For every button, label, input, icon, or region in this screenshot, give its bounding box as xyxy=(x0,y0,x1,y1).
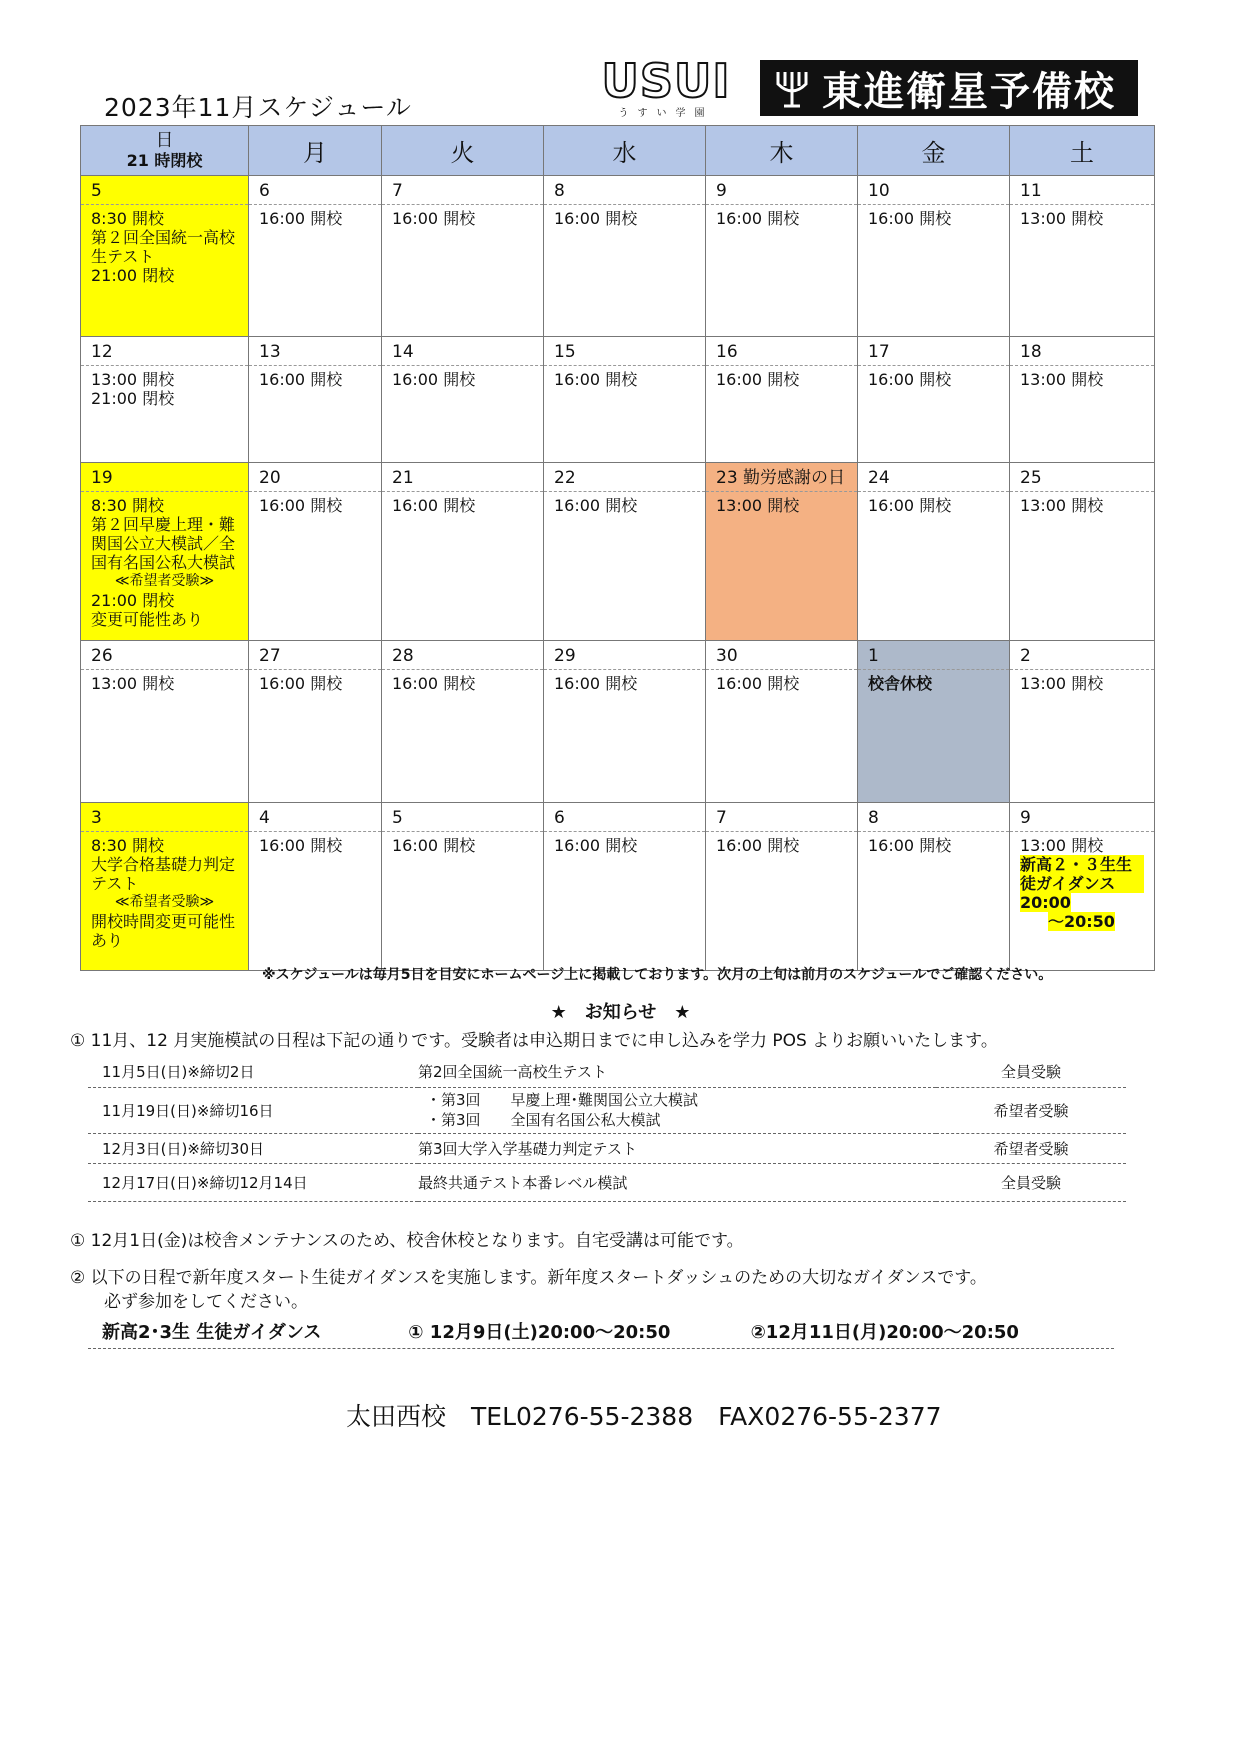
exam-name xyxy=(418,1087,936,1133)
day-events xyxy=(382,832,543,855)
calendar-day-cell xyxy=(706,803,858,971)
day-event-line: 16:00 開校 xyxy=(259,370,343,389)
day-event-line: 16:00 開校 xyxy=(868,370,952,389)
day-events xyxy=(382,670,543,693)
day-events xyxy=(382,366,543,389)
day-number: 16 xyxy=(706,337,857,366)
calendar-day-cell xyxy=(858,463,1010,641)
schedule-calendar xyxy=(80,125,1155,971)
day-events xyxy=(706,366,857,389)
calendar-day-cell xyxy=(1010,641,1155,803)
calendar-day-cell xyxy=(249,176,382,337)
exam-date: 11月19日(日)※締切16日 xyxy=(88,1087,418,1133)
calendar-day-cell xyxy=(81,641,249,803)
day-number: 7 xyxy=(382,176,543,205)
exam-schedule-table xyxy=(88,1057,1126,1202)
notice-item-guidance xyxy=(70,1266,987,1314)
day-event-line: 13:00 開校 xyxy=(1020,836,1104,855)
day-events xyxy=(81,492,248,629)
page-title: 2023年11月スケジュール xyxy=(104,93,412,122)
day-number: 28 xyxy=(382,641,543,670)
day-event-line: 13:00 開校 xyxy=(1020,370,1104,389)
guidance-schedule xyxy=(88,1318,1114,1349)
day-number: 7 xyxy=(706,803,857,832)
calendar-day-cell xyxy=(382,463,544,641)
calendar-week-row xyxy=(81,463,1155,641)
day-events xyxy=(249,670,381,693)
exam-name: 第3回大学入学基礎力判定テスト xyxy=(418,1133,936,1163)
calendar-day-cell xyxy=(544,641,706,803)
calendar-day-cell xyxy=(858,176,1010,337)
day-events xyxy=(858,366,1009,389)
day-event-line: 16:00 開校 xyxy=(554,209,638,228)
usui-logo-subtext: うすい学園 xyxy=(618,108,714,119)
day-event-line: ≪希望者受験≫ xyxy=(114,894,215,910)
calendar-day-cell xyxy=(706,337,858,463)
usui-logo-text: USUI xyxy=(601,54,731,108)
day-event-line: 16:00 開校 xyxy=(392,370,476,389)
exam-name-line: ・第3回 全国有名国公私大模試 xyxy=(426,1111,661,1129)
day-events xyxy=(858,205,1009,228)
day-events xyxy=(706,205,857,228)
day-events xyxy=(81,832,248,950)
day-event-line: 校舎休校 xyxy=(868,674,933,693)
calendar-day-cell xyxy=(858,641,1010,803)
day-event-line: 16:00 開校 xyxy=(392,674,476,693)
day-event-line: 16:00 開校 xyxy=(554,496,638,515)
day-events xyxy=(249,205,381,228)
day-event-line: 16:00 開校 xyxy=(259,674,343,693)
exam-name: 第2回全国統一高校生テスト xyxy=(418,1057,936,1087)
day-events xyxy=(544,492,705,515)
day-events xyxy=(706,492,857,515)
notice-title: ★ お知らせ ★ xyxy=(550,1002,691,1023)
day-number: 25 xyxy=(1010,463,1154,492)
calendar-day-cell xyxy=(1010,337,1155,463)
day-events xyxy=(858,492,1009,515)
day-events xyxy=(382,205,543,228)
day-number: 18 xyxy=(1010,337,1154,366)
calendar-week-row xyxy=(81,337,1155,463)
day-event-line: 13:00 開校 xyxy=(1020,674,1104,693)
header-thursday: 木 xyxy=(706,126,858,176)
guidance-text-line: 必ず参加をしてください。 xyxy=(104,1292,308,1312)
day-events xyxy=(544,205,705,228)
day-events xyxy=(382,492,543,515)
day-event-line: 16:00 開校 xyxy=(392,209,476,228)
day-event-line: 16:00 開校 xyxy=(554,370,638,389)
day-number: 6 xyxy=(544,803,705,832)
exam-row xyxy=(88,1133,1126,1163)
day-number: 5 xyxy=(382,803,543,832)
day-event-line: 16:00 開校 xyxy=(392,836,476,855)
day-events xyxy=(1010,205,1154,228)
calendar-day-cell xyxy=(81,337,249,463)
day-number: 14 xyxy=(382,337,543,366)
day-event-line: 21:00 閉校 xyxy=(91,591,175,610)
usui-logo xyxy=(588,54,744,119)
day-event-line: 第２回全国統一高校生テスト xyxy=(91,228,236,266)
day-number: 5 xyxy=(81,176,248,205)
calendar-day-cell xyxy=(1010,463,1155,641)
day-number: 17 xyxy=(858,337,1009,366)
exam-target: 希望者受験 xyxy=(936,1087,1126,1133)
day-number: 9 xyxy=(706,176,857,205)
calendar-day-cell xyxy=(858,803,1010,971)
day-number: 11 xyxy=(1010,176,1154,205)
calendar-day-cell xyxy=(544,803,706,971)
calendar-note: ※スケジュールは毎月5日を目安にホームページ上に掲載しております。次月の上旬は前月のスケジュールでご確認ください。 xyxy=(262,967,1053,983)
calendar-day-cell xyxy=(1010,176,1155,337)
day-event-line: 13:00 開校 xyxy=(716,496,800,515)
day-events xyxy=(81,205,248,285)
day-number: 8 xyxy=(858,803,1009,832)
day-event-line: 16:00 開校 xyxy=(392,496,476,515)
guidance-date-1: ① 12月9日(土)20:00～20:50 xyxy=(408,1322,671,1343)
day-number: 13 xyxy=(249,337,381,366)
day-number: 27 xyxy=(249,641,381,670)
exam-date: 12月17日(日)※締切12月14日 xyxy=(88,1163,418,1201)
day-event-line: 13:00 開校 xyxy=(1020,209,1104,228)
calendar-day-cell xyxy=(706,463,858,641)
school-contact-footer: 太田西校 TEL0276-55-2388 FAX0276-55-2377 xyxy=(346,1402,942,1431)
day-event-line: 20:00 xyxy=(1020,893,1071,912)
calendar-day-cell xyxy=(249,337,382,463)
calendar-day-cell xyxy=(382,337,544,463)
day-event-line: 16:00 開校 xyxy=(259,496,343,515)
day-event-line: 8:30 開校 xyxy=(91,496,165,515)
toshin-logo xyxy=(760,60,1138,116)
exam-target: 全員受験 xyxy=(936,1057,1126,1087)
day-number: 19 xyxy=(81,463,248,492)
day-events xyxy=(858,670,1009,693)
exam-date: 12月3日(日)※締切30日 xyxy=(88,1133,418,1163)
day-number: 8 xyxy=(544,176,705,205)
day-events xyxy=(1010,492,1154,515)
day-event-line: ～20:50 xyxy=(1048,912,1115,931)
day-events xyxy=(249,492,381,515)
calendar-day-cell xyxy=(249,463,382,641)
day-number: 6 xyxy=(249,176,381,205)
calendar-day-cell xyxy=(544,337,706,463)
day-event-line: 第２回早慶上理・難関国公立大模試／全国有名国公私大模試 xyxy=(91,515,236,572)
calendar-day-cell xyxy=(81,176,249,337)
day-event-line: 13:00 開校 xyxy=(1020,496,1104,515)
day-event-line: 13:00 開校 xyxy=(91,370,175,389)
calendar-day-cell xyxy=(544,463,706,641)
calendar-day-cell xyxy=(249,641,382,803)
calendar-week-row xyxy=(81,176,1155,337)
day-number: 3 xyxy=(81,803,248,832)
exam-name: 最終共通テスト本番レベル模試 xyxy=(418,1163,936,1201)
day-event-line: 変更可能性あり xyxy=(91,610,204,629)
day-events xyxy=(544,670,705,693)
calendar-day-cell xyxy=(382,176,544,337)
day-number: 30 xyxy=(706,641,857,670)
calendar-week-row xyxy=(81,803,1155,971)
day-events xyxy=(544,366,705,389)
calendar-day-cell xyxy=(382,803,544,971)
header-sunday: 日 21 時閉校 xyxy=(81,126,249,176)
day-event-line: 16:00 開校 xyxy=(259,836,343,855)
day-event-line: 16:00 開校 xyxy=(259,209,343,228)
day-events xyxy=(81,366,248,408)
day-event-line: 21:00 閉校 xyxy=(91,389,175,408)
day-events xyxy=(858,832,1009,855)
day-number: 23 勤労感謝の日 xyxy=(706,463,857,492)
day-event-line: 16:00 開校 xyxy=(716,674,800,693)
day-number: 22 xyxy=(544,463,705,492)
day-number: 12 xyxy=(81,337,248,366)
toshin-logo-text: 東進衛星予備校 xyxy=(822,68,1116,115)
day-events xyxy=(544,832,705,855)
day-event-line: 8:30 開校 xyxy=(91,209,165,228)
guidance-date-2: ②12月11日(月)20:00～20:50 xyxy=(750,1322,1019,1343)
day-event-line: 新高２・３生生徒ガイダンス xyxy=(1020,855,1144,893)
day-number: 26 xyxy=(81,641,248,670)
exam-row xyxy=(88,1163,1126,1201)
day-number: 24 xyxy=(858,463,1009,492)
calendar-day-cell xyxy=(706,641,858,803)
calendar-day-cell xyxy=(1010,803,1155,971)
day-number: 10 xyxy=(858,176,1009,205)
header-wednesday: 水 xyxy=(544,126,706,176)
notice-item-exams: ① 11月、12 月実施模試の日程は下記の通りです。受験者は申込期日までに申し込みを学力 POS よりお願いいたします。 xyxy=(70,1031,998,1051)
calendar-day-cell xyxy=(544,176,706,337)
day-event-line: 16:00 開校 xyxy=(716,209,800,228)
day-event-line: 21:00 閉校 xyxy=(91,266,175,285)
header-saturday: 土 xyxy=(1010,126,1155,176)
day-events xyxy=(706,832,857,855)
day-number: 9 xyxy=(1010,803,1154,832)
calendar-day-cell xyxy=(382,641,544,803)
calendar-day-cell xyxy=(81,463,249,641)
calendar-day-cell xyxy=(706,176,858,337)
day-event-line: 16:00 開校 xyxy=(868,836,952,855)
day-events xyxy=(249,832,381,855)
exam-row xyxy=(88,1087,1126,1133)
calendar-day-cell xyxy=(81,803,249,971)
day-event-line: 16:00 開校 xyxy=(868,496,952,515)
candelabra-icon xyxy=(772,68,812,108)
day-event-line: ≪希望者受験≫ xyxy=(114,573,215,589)
day-events xyxy=(706,670,857,693)
day-number: 29 xyxy=(544,641,705,670)
exam-date: 11月5日(日)※締切2日 xyxy=(88,1057,418,1087)
calendar-day-cell xyxy=(858,337,1010,463)
header-monday: 月 xyxy=(249,126,382,176)
day-event-line: 開校時間変更可能性あり xyxy=(91,912,236,950)
guidance-text-line: ② 以下の日程で新年度スタート生徒ガイダンスを実施します。新年度スタートダッシュのための大切なガイダンスです。 xyxy=(70,1268,987,1288)
guidance-label: 新高2･3生 生徒ガイダンス xyxy=(102,1322,322,1343)
day-event-line: 8:30 開校 xyxy=(91,836,165,855)
day-number: 20 xyxy=(249,463,381,492)
day-number: 1 xyxy=(858,641,1009,670)
day-event-line: 16:00 開校 xyxy=(554,836,638,855)
calendar-week-row xyxy=(81,641,1155,803)
day-number: 15 xyxy=(544,337,705,366)
notice-item-closure: ① 12月1日(金)は校舎メンテナンスのため、校舎休校となります。自宅受講は可能です。 xyxy=(70,1231,744,1251)
day-events xyxy=(249,366,381,389)
exam-target: 希望者受験 xyxy=(936,1133,1126,1163)
day-event-line: 16:00 開校 xyxy=(716,836,800,855)
day-events xyxy=(1010,366,1154,389)
exam-name-line: ・第3回 早慶上理･難関国公立大模試 xyxy=(426,1091,699,1109)
calendar-day-cell xyxy=(249,803,382,971)
exam-row xyxy=(88,1057,1126,1087)
day-event-line: 16:00 開校 xyxy=(716,370,800,389)
day-event-line: 大学合格基礎力判定テスト xyxy=(91,855,236,893)
day-events xyxy=(1010,670,1154,693)
day-number: 21 xyxy=(382,463,543,492)
header-friday: 金 xyxy=(858,126,1010,176)
day-event-line: 16:00 開校 xyxy=(868,209,952,228)
exam-target: 全員受験 xyxy=(936,1163,1126,1201)
weekday-header-row xyxy=(81,126,1155,176)
day-number: 4 xyxy=(249,803,381,832)
day-events xyxy=(1010,832,1154,931)
day-event-line: 16:00 開校 xyxy=(554,674,638,693)
day-event-line: 13:00 開校 xyxy=(91,674,175,693)
day-events xyxy=(81,670,248,693)
header-tuesday: 火 xyxy=(382,126,544,176)
day-number: 2 xyxy=(1010,641,1154,670)
